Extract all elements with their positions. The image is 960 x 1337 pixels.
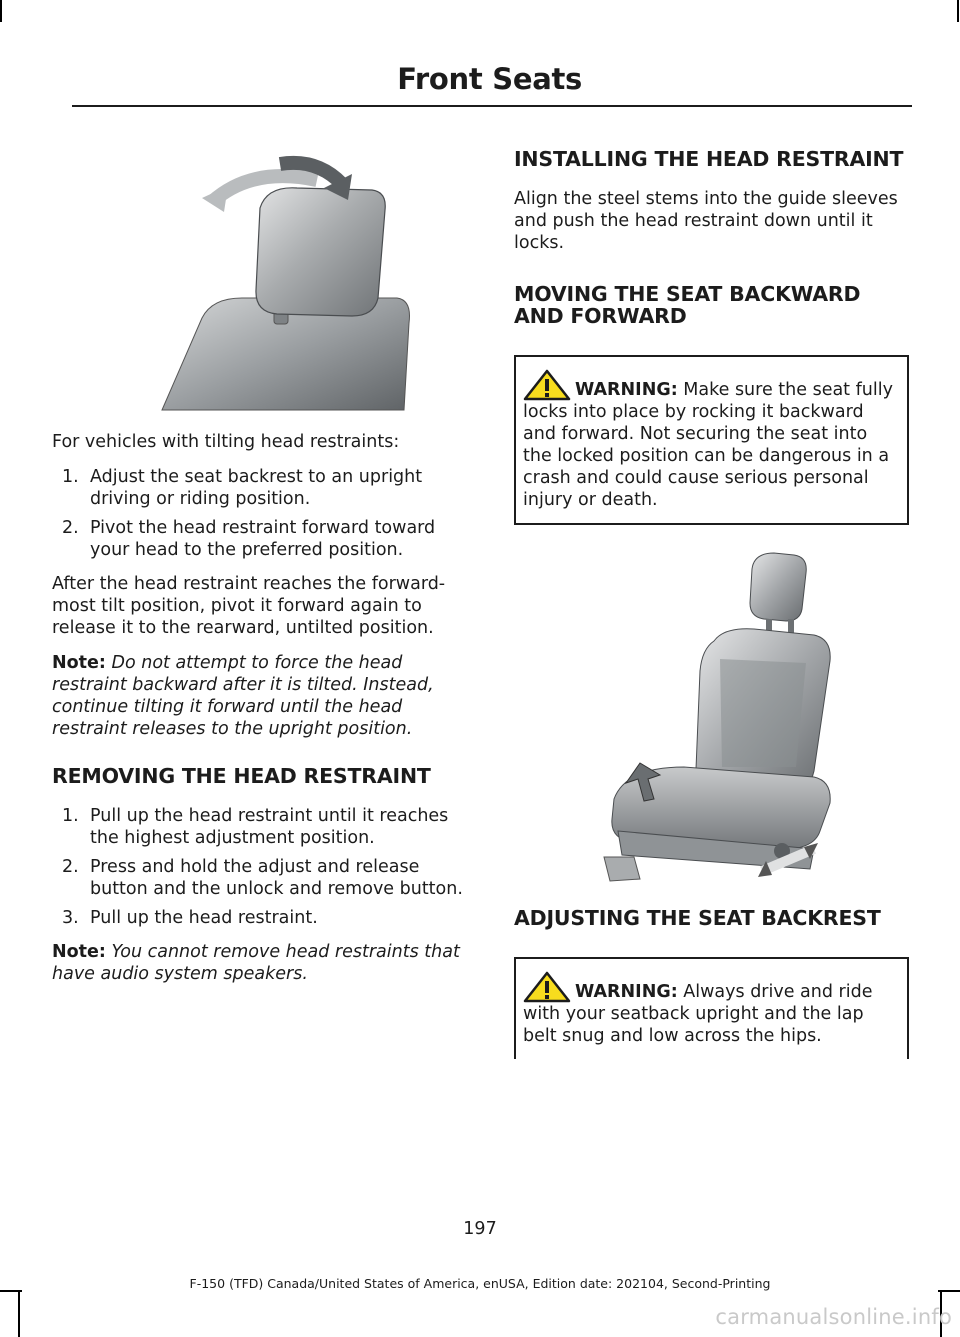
seat-fore-aft-illustration	[514, 531, 909, 891]
installing-text: Align the steel stems into the guide sleeves and push the head restraint down until it locks.	[514, 189, 898, 253]
section-heading: INSTALLING THE HEAD RESTRAINT	[514, 147, 904, 171]
note	[52, 652, 477, 740]
left-column	[52, 148, 477, 998]
crop-mark	[957, 0, 959, 22]
warning-triangle-icon	[523, 369, 571, 401]
head-restraint-tilt-illustration	[52, 148, 477, 413]
header-divider	[72, 105, 912, 107]
intro-text: For vehicles with tilting head restraints:	[52, 432, 400, 452]
warning-box	[514, 957, 909, 1059]
right-column	[514, 148, 909, 1059]
step-number: 3.	[62, 908, 79, 928]
note-label: Note:	[52, 653, 106, 673]
warning-paragraph	[523, 369, 901, 511]
step-text: Adjust the seat backrest to an upright driving or riding position.	[90, 467, 423, 509]
warning-paragraph	[523, 971, 901, 1047]
warning-label: WARNING:	[575, 380, 678, 400]
footer-text: F-150 (TFD) Canada/United States of America, enUSA, Edition date: 202104, Second-Printing	[189, 1276, 771, 1291]
step-number: 1.	[62, 467, 79, 487]
step-text: Press and hold the adjust and release button and the unlock and remove button.	[90, 857, 463, 899]
after-tilt-text: After the head restraint reaches the forward-most tilt position, pivot it forward again to release it to the rearward, untilted position.	[52, 574, 446, 638]
section-heading: REMOVING THE HEAD RESTRAINT	[52, 764, 431, 788]
watermark: carmanualsonline.info	[715, 1305, 952, 1329]
crop-mark	[0, 0, 2, 22]
warning-text: Always drive and ride with your seatback upright and the lap belt snug and low across the hips.	[523, 982, 873, 1046]
section-heading: ADJUSTING THE SEAT BACKREST	[514, 906, 881, 930]
section-heading: MOVING THE SEAT BACKWARD AND FORWARD	[514, 282, 861, 328]
removing-steps-list	[52, 805, 477, 929]
tilt-steps-list	[52, 466, 477, 561]
note	[52, 941, 477, 985]
list-item	[52, 907, 477, 929]
note-text: Do not attempt to force the head restraint backward after it is tilted. Instead, continue tilting it forward until the head restraint releases to the upright position.	[52, 653, 434, 739]
page-title: Front Seats	[397, 62, 582, 96]
step-text: Pull up the head restraint until it reaches the highest adjustment position.	[90, 806, 449, 848]
step-number: 2.	[62, 518, 79, 538]
warning-label: WARNING:	[575, 982, 678, 1002]
list-item	[52, 856, 477, 900]
note-label: Note:	[52, 942, 106, 962]
warning-box	[514, 355, 909, 525]
warning-text: Make sure the seat fully locks into place by rocking it backward and forward. Not securing the seat into the locked position can be dangerous in a crash and could cause serious personal injury or death.	[523, 380, 893, 510]
page-number: 197	[463, 1219, 497, 1239]
list-item	[52, 517, 477, 561]
warning-triangle-icon	[523, 971, 571, 1003]
step-text: Pivot the head restraint forward toward your head to the preferred position.	[90, 518, 436, 560]
step-number: 2.	[62, 857, 79, 877]
crop-mark	[18, 1290, 20, 1337]
list-item	[52, 466, 477, 510]
list-item	[52, 805, 477, 849]
step-number: 1.	[62, 806, 79, 826]
note-text: You cannot remove head restraints that have audio system speakers.	[52, 942, 460, 984]
step-text: Pull up the head restraint.	[90, 908, 318, 928]
